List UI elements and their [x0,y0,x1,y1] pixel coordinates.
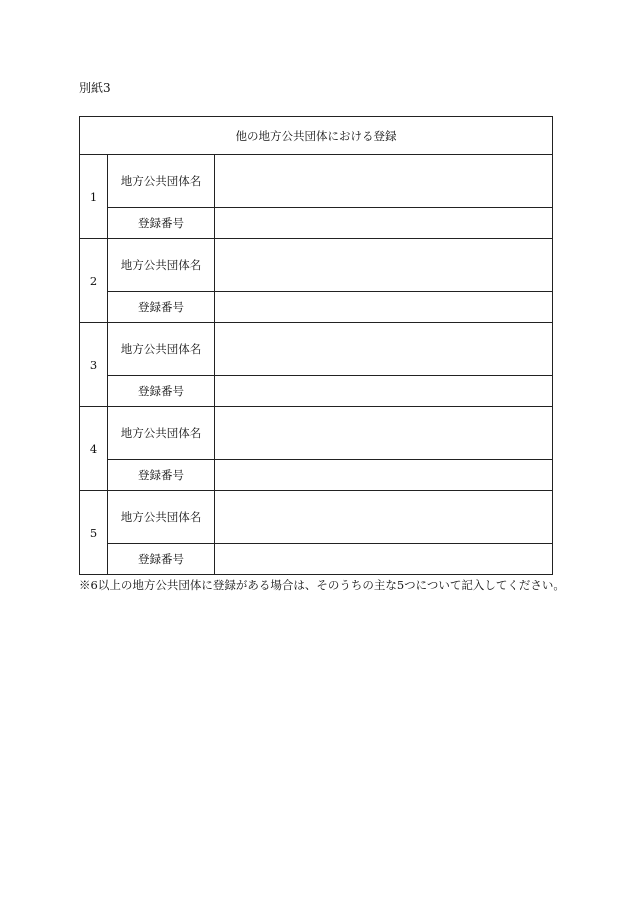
table-title-row [80,117,553,155]
registration-number-label: 登録番号 [108,376,215,407]
municipality-name-label: 地方公共団体名 [108,491,215,544]
page-label: 別紙3 [79,81,111,95]
table-row [80,544,553,575]
entry-number: 2 [80,239,108,323]
registration-number-field[interactable] [215,376,553,407]
registration-table [79,116,553,575]
registration-number-label: 登録番号 [108,544,215,575]
municipality-name-field[interactable] [215,239,553,292]
entry-number: 1 [80,155,108,239]
footnote: ※6以上の地方公共団体に登録がある場合は、そのうちの主な5つについて記入してください。 [79,578,565,592]
registration-number-field[interactable] [215,544,553,575]
table-title: 他の地方公共団体における登録 [80,117,553,155]
table-row [80,239,553,292]
entry-number: 3 [80,323,108,407]
table-row [80,208,553,239]
table-row [80,407,553,460]
registration-number-label: 登録番号 [108,460,215,491]
registration-number-label: 登録番号 [108,292,215,323]
municipality-name-label: 地方公共団体名 [108,155,215,208]
registration-number-field[interactable] [215,292,553,323]
municipality-name-label: 地方公共団体名 [108,239,215,292]
entry-number: 5 [80,491,108,575]
table-row [80,491,553,544]
municipality-name-label: 地方公共団体名 [108,323,215,376]
municipality-name-field[interactable] [215,407,553,460]
municipality-name-field[interactable] [215,491,553,544]
table-row [80,460,553,491]
table-row [80,376,553,407]
entry-number: 4 [80,407,108,491]
registration-number-field[interactable] [215,208,553,239]
table-row [80,323,553,376]
registration-number-label: 登録番号 [108,208,215,239]
registration-number-field[interactable] [215,460,553,491]
municipality-name-field[interactable] [215,323,553,376]
municipality-name-field[interactable] [215,155,553,208]
municipality-name-label: 地方公共団体名 [108,407,215,460]
table-row [80,155,553,208]
table-row [80,292,553,323]
